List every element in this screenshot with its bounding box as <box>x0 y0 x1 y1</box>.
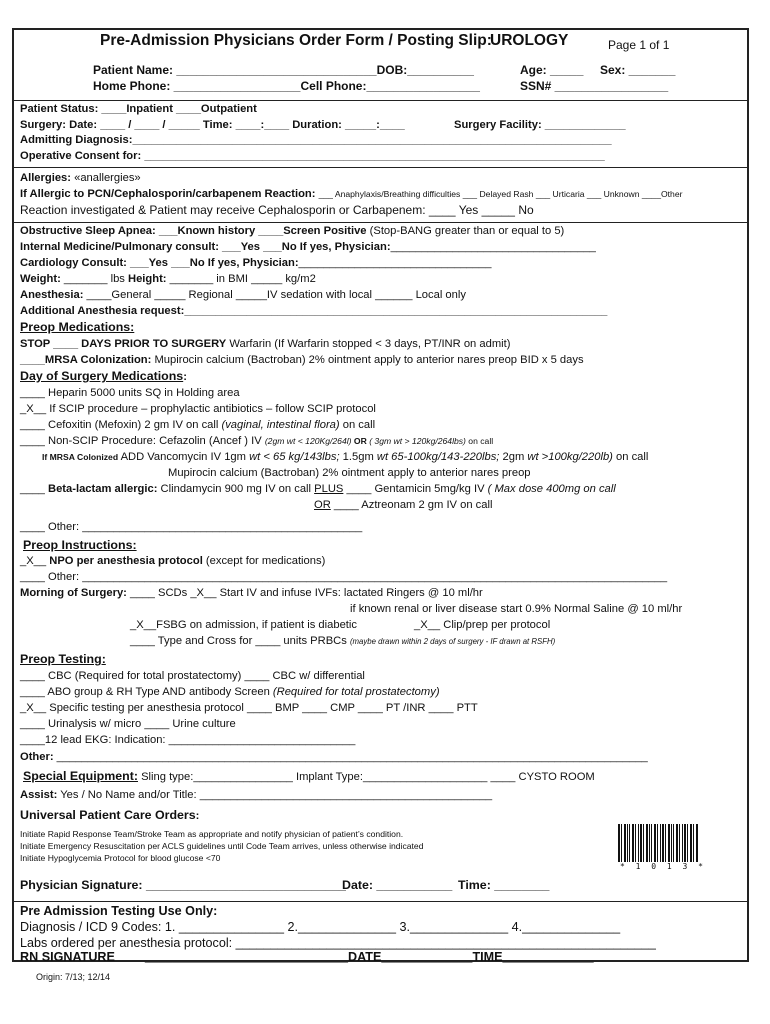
phone-fields[interactable]: Home Phone: ___________________Cell Phone:_________________ <box>93 79 480 93</box>
allergies-label: Allergies: <box>20 172 71 184</box>
ekg-order[interactable]: ____12 lead EKG: Indication: ______________________________ <box>20 734 356 746</box>
dos-medications-heading: Day of Surgery Medications <box>20 369 184 383</box>
or-label: OR <box>314 499 331 511</box>
allergy-reaction-options[interactable]: ___ Anaphylaxis/Breathing difficulties ___ Delayed Rash ___ Urticaria ___ Unknown ____Other <box>318 189 683 199</box>
renal-note: if known renal or liver disease start 0.9% Normal Saline @ 10 ml/hr <box>350 603 683 615</box>
cardio-physician-blank[interactable]: _______________________________ <box>298 257 492 269</box>
rn-signature-fields[interactable]: _____________________________DATE_____________TIME_____________ <box>144 950 594 964</box>
barcode-icon <box>618 824 698 862</box>
osa-criteria: (Stop-BANG greater than or equal to 5) <box>366 225 565 237</box>
scip-order[interactable]: _X__ If SCIP procedure – prophylactic antibiotics – follow SCIP protocol <box>20 403 376 415</box>
origin-note: Origin: 7/13; 12/14 <box>36 972 111 982</box>
mrsa-text: Mupirocin calcium (Bactroban) 2% ointment apply to anterior nares preop BID x 5 days <box>151 354 584 366</box>
clip-order[interactable]: _X__ Clip/prep per protocol <box>414 619 551 631</box>
nonscip-order[interactable]: ____ Non-SCIP Procedure: Cefazolin (Ancef ) IV <box>20 435 265 447</box>
npo-label: NPO per anesthesia protocol <box>49 555 203 567</box>
upco-resuscitation: Initiate Emergency Resuscitation per ACLS guidelines until Code Team arrives, unless otherwise indicated <box>20 841 424 851</box>
dos-colon: : <box>183 371 187 383</box>
preop-instructions-heading: Preop Instructions: <box>23 538 137 552</box>
clindamycin-text: Clindamycin 900 mg IV on call <box>157 483 315 495</box>
im-physician-blank[interactable]: _________________________________ <box>390 241 596 253</box>
allergies-section <box>14 167 747 223</box>
vanc-15gm-label: 1.5gm <box>339 451 377 463</box>
im-consult[interactable]: Internal Medicine/Pulmonary consult: ___Yes ___No If yes, Physician: <box>20 241 391 253</box>
beta-lactam-label: Beta-lactam allergic: <box>48 483 158 495</box>
height-label: Height: <box>128 273 167 285</box>
reaction-investigated[interactable]: Reaction investigated & Patient may receive Cephalosporin or Carbapenem: ____ Yes _____ No <box>20 203 534 217</box>
allergy-reaction-label: If Allergic to PCN/Cephalosporin/carbapenem Reaction: <box>20 188 316 200</box>
weight-label: Weight: <box>20 273 61 285</box>
upco-rapid-response: Initiate Rapid Response Team/Stroke Team as appropriate and notify physician of patient’s condition. <box>20 829 404 839</box>
physician-date[interactable]: Date: ___________ <box>342 878 453 892</box>
vanc-15gm: wt 65-100kg/143-220lbs; <box>376 451 500 463</box>
cefazolin-2gm: (2gm wt < 120Kg/264l) <box>264 436 352 446</box>
npo-note: (except for medications) <box>202 555 326 567</box>
cefoxitin-note: (vaginal, intestinal flora) <box>221 419 340 431</box>
ssn-field[interactable]: SSN# _________________ <box>520 79 669 93</box>
morning-label: Morning of Surgery: <box>20 587 127 599</box>
status-section <box>14 100 747 168</box>
aztreonam-order[interactable]: ____ Aztreonam 2 gm IV on call <box>330 499 493 511</box>
height-bmi-field[interactable]: _______ in BMI _____ kg/m2 <box>166 273 316 285</box>
weight-field[interactable]: _______ lbs <box>60 273 128 285</box>
universal-orders-colon: : <box>195 810 200 822</box>
gentamicin-text[interactable]: ____ Gentamicin 5mg/kg IV <box>343 483 488 495</box>
vanc-add: ADD Vancomycin IV 1gm <box>118 451 250 463</box>
vanc-1gm: wt < 65 kg/143lbs; <box>249 451 340 463</box>
other-testing-label: Other: <box>20 751 54 763</box>
specialty-label: UROLOGY <box>490 32 569 49</box>
form-header <box>14 30 747 101</box>
warfarin-text: Warfarin (If Warfarin stopped < 3 days, PT/INR on admit) <box>226 338 511 350</box>
rn-signature-label: RN SIGNATURE <box>20 950 115 964</box>
vanc-label: If MRSA Colonized <box>42 452 119 462</box>
surgery-facility[interactable]: Surgery Facility: _____________ <box>454 119 626 131</box>
pat-use-only-section <box>14 901 747 963</box>
abo-note: (Required for total prostatectomy) <box>272 686 440 698</box>
preop-medications-heading: Preop Medications: <box>20 320 135 334</box>
assist-fields[interactable]: Yes / No Name and/or Title: _______________________________________________ <box>57 789 493 801</box>
vanc-2gm: wt >100kg/220lb) <box>527 451 613 463</box>
cardio-consult[interactable]: Cardiology Consult: ___Yes ___No If yes, Physician: <box>20 257 299 269</box>
specific-testing[interactable]: _X__ Specific testing per anesthesia protocol ____ BMP ____ CMP ____ PT /INR ____ PTT <box>20 702 478 714</box>
physician-signature[interactable]: Physician Signature: _____________________________ <box>20 878 346 892</box>
orders-section <box>14 222 747 905</box>
abo-order[interactable]: ____ ABO group & RH Type AND antibody Screen <box>20 686 273 698</box>
gentamicin-max: ( Max dose 400mg on call <box>487 483 616 495</box>
operative-consent[interactable]: Operative Consent for: __________________________________________________________________________ <box>20 150 605 162</box>
morning-orders[interactable]: ____ SCDs _X__ Start IV and infuse IVFs: lactated Ringers @ 10 ml/hr <box>126 587 483 599</box>
equipment-fields[interactable]: Sling type:________________ Implant Type:____________________ ____ CYSTO ROOM <box>137 771 595 783</box>
upco-hypoglycemia: Initiate Hypoglycemia Protocol for blood glucose <70 <box>20 853 221 863</box>
type-cross-order[interactable]: ____ Type and Cross for ____ units PRBCs <box>130 635 350 647</box>
order-form <box>12 28 749 962</box>
vanc-oncall: on call <box>612 451 649 463</box>
mupirocin-preop: Mupirocin calcium (Bactroban) 2% ointment apply to anterior nares preop <box>168 467 531 479</box>
osa-options[interactable]: Obstructive Sleep Apnea: ___Known history ____Screen Positive <box>20 225 367 237</box>
mrsa-label[interactable]: ____MRSA Colonization: <box>20 354 152 366</box>
beta-blank[interactable]: ____ <box>20 483 48 495</box>
plus-label: PLUS <box>314 483 344 495</box>
anesthesia-label: Anesthesia: <box>20 289 84 301</box>
vanc-2gm-label: 2gm <box>499 451 528 463</box>
npo-mark[interactable]: _X__ <box>20 555 50 567</box>
cbc-orders[interactable]: ____ CBC (Required for total prostatectomy) ____ CBC w/ differential <box>20 670 365 682</box>
anesthesia-options[interactable]: ____General _____ Regional _____IV sedation with local ______ Local only <box>83 289 466 301</box>
assist-label: Assist: <box>20 789 58 801</box>
cefazolin-oncall: on call <box>465 436 494 446</box>
patient-status[interactable]: Patient Status: ____Inpatient ____Outpatient <box>20 103 257 115</box>
diagnosis-codes[interactable]: Diagnosis / ICD 9 Codes: 1. _______________ 2.______________ 3.______________ 4.______________ <box>20 920 621 934</box>
page-number: Page 1 of 1 <box>608 38 670 52</box>
heparin-order[interactable]: ____ Heparin 5000 units SQ in Holding area <box>20 387 240 399</box>
patient-name-dob[interactable]: Patient Name: ______________________________DOB:__________ <box>93 63 474 77</box>
sex-field[interactable]: Sex: _______ <box>600 63 676 77</box>
other-medication[interactable]: ____ Other: _____________________________________________ <box>20 521 363 533</box>
other-testing-blank[interactable]: _______________________________________________________________________________________________ <box>53 751 648 763</box>
barcode-text: * 1 0 1 3 * <box>620 862 706 871</box>
type-cross-note: (maybe drawn within 2 days of surgery - IF drawn at RSFH) <box>349 637 556 646</box>
urinalysis-order[interactable]: ____ Urinalysis w/ micro ____ Urine culture <box>20 718 236 730</box>
stop-days-label[interactable]: STOP ____ DAYS PRIOR TO SURGERY <box>20 338 227 350</box>
cefoxitin-oncall: on call <box>339 419 376 431</box>
labs-ordered[interactable]: Labs ordered per anesthesia protocol: ____________________________________________________________ <box>20 936 656 950</box>
special-equipment-heading: Special Equipment: <box>23 769 138 783</box>
allergies-value: «anallergies» <box>74 172 141 184</box>
admitting-diagnosis[interactable]: Admitting Diagnosis:_____________________________________________________________________________ <box>20 134 612 146</box>
age-field[interactable]: Age: _____ <box>520 63 584 77</box>
physician-time[interactable]: Time: ________ <box>458 878 550 892</box>
form-title: Pre-Admission Physicians Order Form / Posting Slip: <box>100 32 492 49</box>
cefazolin-3gm: ( 3gm wt > 120kg/264lbs) <box>369 436 466 446</box>
surgery-date-time[interactable]: Surgery: Date: ____ / ____ / _____ Time: ____:____ Duration: _____:____ <box>20 119 405 131</box>
preop-testing-heading: Preop Testing: <box>20 652 106 666</box>
cefoxitin-order[interactable]: ____ Cefoxitin (Mefoxin) 2 gm IV on call <box>20 419 222 431</box>
fsbg-order[interactable]: _X__FSBG on admission, if patient is diabetic <box>130 619 357 631</box>
cefazolin-or: OR <box>351 436 370 446</box>
additional-anesthesia[interactable]: Additional Anesthesia request:____________________________________________________________________ <box>20 305 608 317</box>
other-instruction[interactable]: ____ Other: ______________________________________________________________________________________________ <box>20 571 668 583</box>
pat-heading: Pre Admission Testing Use Only: <box>20 904 218 918</box>
universal-orders-heading: Universal Patient Care Orders <box>20 808 196 822</box>
